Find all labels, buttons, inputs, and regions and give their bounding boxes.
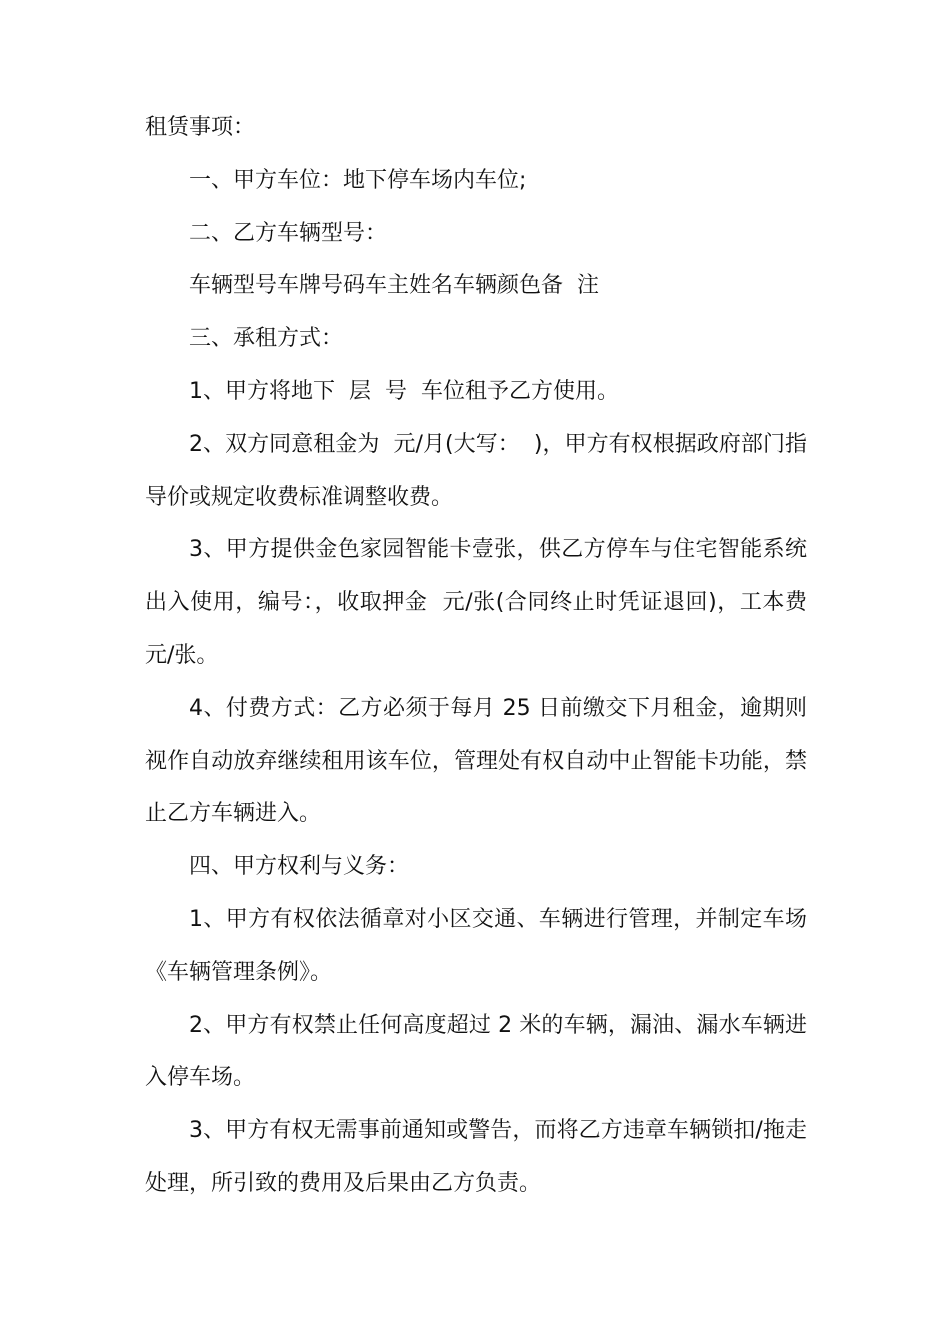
document-body (145, 102, 821, 1211)
paragraph: 1、甲方有权依法循章对小区交通、车辆进行管理，并制定车场《车辆管理条例》。 (145, 906, 807, 985)
paragraph: 二、乙方车辆型号： (189, 220, 388, 246)
paragraph: 4、付费方式：乙方必须于每月 25 日前缴交下月租金，逾期则视作自动放弃继续租用该车位，管理处有权自动中止智能卡功能，禁止乙方车辆进入。 (145, 695, 807, 827)
paragraph: 1、甲方将地下 层 号 车位租予乙方使用。 (189, 378, 619, 404)
paragraph: 3、甲方提供金色家园智能卡壹张，供乙方停车与住宅智能系统出入使用，编号：，收取押金 元/张(合同终止时凭证退回)，工本费 元/张。 (145, 537, 821, 668)
paragraph: 三、承租方式： (189, 326, 344, 352)
paragraph: 一、甲方车位：地下停车场内车位; (189, 167, 527, 193)
section-heading: 租赁事项： (145, 115, 256, 140)
paragraph: 3、甲方有权无需事前通知或警告，而将乙方违章车辆锁扣/拖走处理，所引致的费用及后果由乙方负责。 (145, 1118, 807, 1196)
paragraph: 车辆型号车牌号码车主姓名车辆颜色备 注 (189, 273, 599, 299)
paragraph: 四、甲方权利与义务： (189, 854, 410, 880)
paragraph: 2、甲方有权禁止任何高度超过 2 米的车辆，漏油、漏水车辆进入停车场。 (145, 1012, 807, 1091)
paragraph: 2、双方同意租金为 元/月(大写： )，甲方有权根据政府部门指导价或规定收费标准调整收费。 (145, 431, 807, 510)
